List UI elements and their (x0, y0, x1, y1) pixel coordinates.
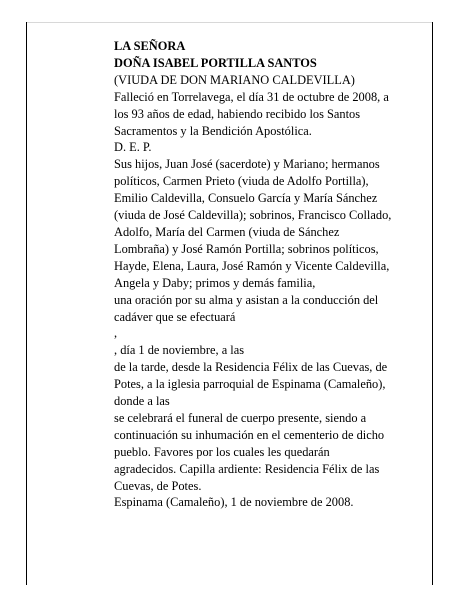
notice-line: Emilio Caldevilla, Consuelo García y María Sánchez (114, 191, 378, 206)
obituary-notice (114, 38, 429, 511)
widow-of-line: (VIUDA DE DON MARIANO CALDEVILLA) (114, 72, 355, 87)
notice-line: cadáver que se efectuará (114, 309, 236, 324)
deceased-name: DOÑA ISABEL PORTILLA SANTOS (114, 55, 317, 70)
notice-line: Angela y Daby; primos y demás familia, (114, 275, 316, 290)
notice-line: los 93 años de edad, habiendo recibido los Santos (114, 106, 361, 121)
page-border-right (432, 22, 433, 585)
notice-line: donde a las (114, 394, 170, 409)
notice-line: Sus hijos, Juan José (sacerdote) y Mariano; hermanos (114, 157, 380, 172)
page-border-left (26, 22, 27, 585)
notice-line: Adolfo, María del Carmen (viuda de Sánchez (114, 224, 340, 239)
notice-line: , (114, 326, 118, 341)
notice-line: agradecidos. Capilla ardiente: Residencia Félix de las (114, 461, 380, 476)
notice-line: una oración por su alma y asistan a la conducción del (114, 292, 379, 307)
notice-line: Cuevas, de Potes. (114, 478, 202, 493)
rip-line: D. E. P. (114, 140, 152, 155)
notice-line: Falleció en Torrelavega, el día 31 de octubre de 2008, a (114, 89, 389, 104)
notice-line: Hayde, Elena, Laura, José Ramón y Vicente Caldevilla, (114, 258, 390, 273)
page-border-top (26, 22, 433, 23)
notice-line: Sacramentos y la Bendición Apostólica. (114, 123, 312, 138)
notice-line: continuación su inhumación en el cementerio de dicho (114, 427, 385, 442)
notice-line: , día 1 de noviembre, a las (114, 343, 245, 358)
notice-line: de la tarde, desde la Residencia Félix de las Cuevas, de (114, 360, 388, 375)
notice-line: políticos, Carmen Prieto (viuda de Adolfo Portilla), (114, 174, 369, 189)
place-date-line: Espinama (Camaleño), 1 de noviembre de 2008. (114, 495, 354, 510)
notice-title: LA SEÑORA (114, 39, 186, 53)
notice-line: (viuda de José Caldevilla); sobrinos, Francisco Collado, (114, 208, 392, 223)
notice-line: Lombraña) y José Ramón Portilla; sobrinos políticos, (114, 241, 379, 256)
notice-line: pueblo. Favores por los cuales les quedarán (114, 444, 330, 459)
notice-line: Potes, a la iglesia parroquial de Espinama (Camaleño), (114, 377, 386, 392)
notice-line: se celebrará el funeral de cuerpo presente, siendo a (114, 410, 367, 425)
